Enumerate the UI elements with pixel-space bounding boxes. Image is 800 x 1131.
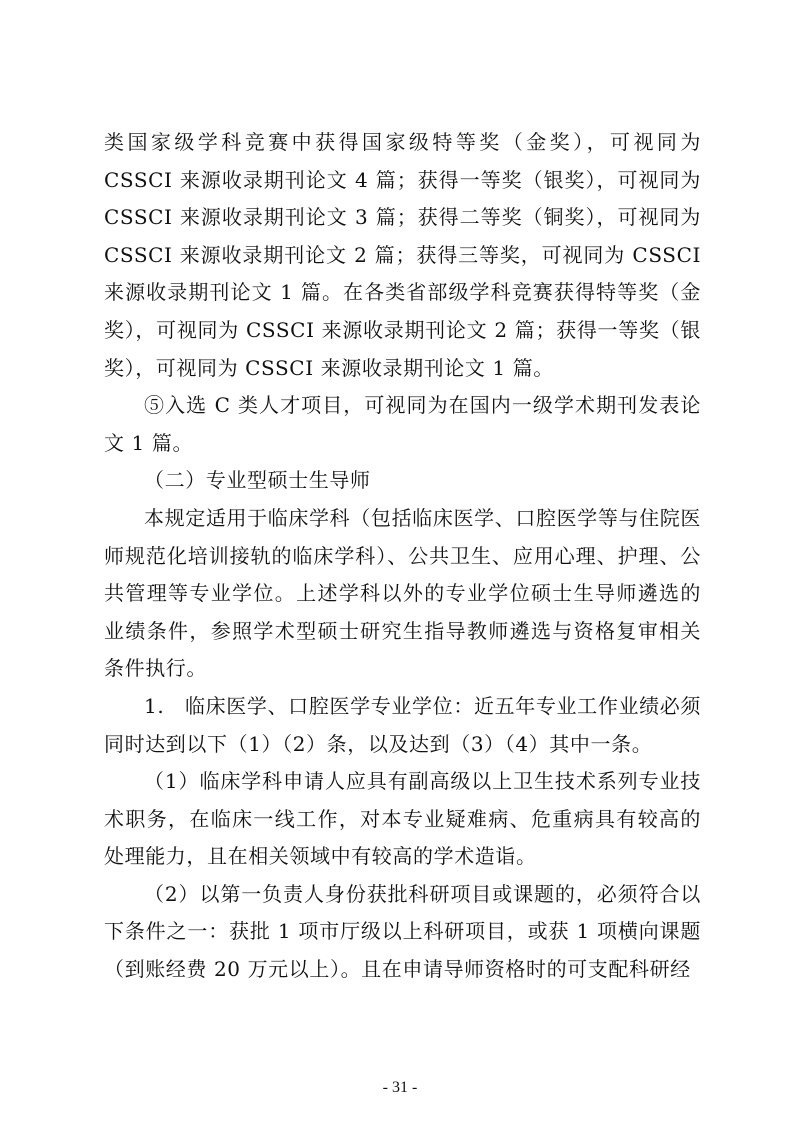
page-number: - 31 - <box>382 1079 418 1096</box>
paragraph-2: ⑤入选 C 类人才项目，可视同为在国内一级学术期刊发表论文 1 篇。 <box>104 393 701 455</box>
paragraph-6: （2）以第一负责人身份获批科研项目或课题的，必须符合以下条件之一：获批 1 项市厅级以上科研项目，或获 1 项横向课题（到账经费 20 万元以上）。且在申请导师资格时的可支配科研经 <box>104 881 701 982</box>
paragraph-4: 1. 临床医学、口腔医学专业学位：近五年专业工作业绩必须同时达到以下（1）（2）条，以及达到（3）（4）其中一条。 <box>104 693 701 756</box>
paragraph-3: 本规定适用于临床学科（包括临床医学、口腔医学等与住院医师规范化培训接轨的临床学科）、公共卫生、应用心理、护理、公共管理等专业学位。上述学科以外的专业学位硕士生导师遴选的业绩条件，参照学术型硕士研究生指导教师遴选与资格复审相关条件执行。 <box>104 505 701 681</box>
body-text <box>104 124 701 989</box>
paragraph-5: （1）临床学科申请人应具有副高级以上卫生技术系列专业技术职务，在临床一线工作，对本专业疑难病、危重病具有较高的处理能力，且在相关领域中有较高的学术造诣。 <box>104 769 701 869</box>
paragraph-1: 类国家级学科竞赛中获得国家级特等奖（金奖），可视同为 CSSCI 来源收录期刊论文 4 篇；获得一等奖（银奖），可视同为 CSSCI 来源收录期刊论文 3 篇；获得二等奖（铜奖），可视同为 CSSCI 来源收录期刊论文 2 篇；获得三等奖，可视同为 CSSCI 来源收录期刊论文 1 篇。在各类省部级学科竞赛获得特等奖（金奖），可视同为 CSSCI 来源收录期刊论文 2 篇；获得一等奖（银奖），可视同为 CSSCI 来源收录期刊论文 1 篇。 <box>104 130 701 380</box>
section-heading: （二）专业型硕士生导师 <box>144 468 371 493</box>
